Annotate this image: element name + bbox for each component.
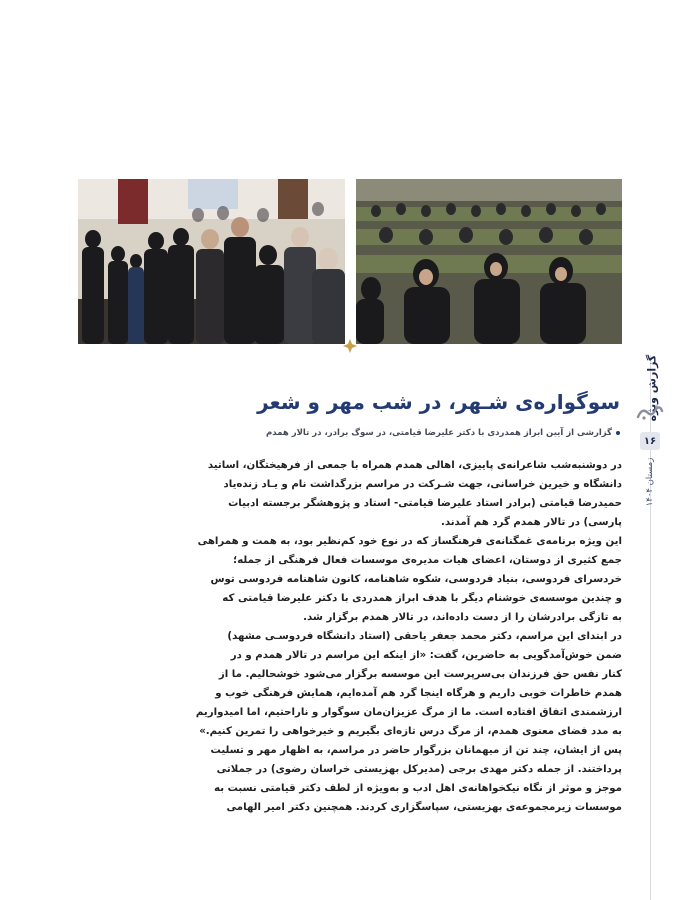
- body-line: در ابتدای این مراسم، دکتر محمد جعفر یاحقی (استاد دانشگاه فردوسـی مشهد): [227, 631, 622, 642]
- body-line: موسسات زیرمجموعه‌ی بهزیستی، سپاسگزاری کردند. همچنین دکتر امیر الهامی: [226, 802, 622, 813]
- article-subtitle-text: گزارشی از آیین ابراز همدردی با دکتر علیرضا قیامتی، در سوگ برادر، در تالار همدم: [266, 428, 612, 438]
- body-line: ضمن خوش‌آمدگویی به حاضرین، گفت: «از اینکه این مراسم در تالار همدم و در: [230, 650, 622, 661]
- body-line: و چندین موسسه‌ی خوشنام دیگر با هدف ابراز همدردی با دکتر علیرضا قیامتی که: [222, 593, 622, 604]
- body-line: همدم خاطرات خوبی داریم و هرگاه اینجا گرد هم آمده‌ایم، همایش فرهنگی خوب و: [215, 688, 622, 699]
- diamond-ornament-icon: [343, 338, 357, 352]
- photo-left: [78, 179, 345, 344]
- audience-seated-photo-icon: [356, 179, 622, 344]
- article-title: سوگواره‌ی شـهر، در شب مهر و شعر: [257, 390, 620, 414]
- bullet-icon: [616, 431, 620, 435]
- body-line: جمع کثیری از دوستان، اعضای هیات مدیره‌ی موسسات فعال فرهنگی از جمله؛: [233, 555, 622, 566]
- body-line: حمیدرضا قیامتی (برادر استاد علیرضا قیامتی- استاد و پژوهشگر برجسته ادبیات: [228, 498, 622, 509]
- body-line: کنار نفس حق فرزندان بی‌سرپرست این موسسه برگزار می‌شود خوشحالیم. ما از: [218, 669, 622, 680]
- body-line: به تازگی برادرشان را از دست داده‌اند، در تالار همدم برگزار شد.: [303, 612, 622, 623]
- section-label-text: گزارش ویژه: [645, 354, 659, 422]
- body-line: به مدد فضای معنوی همدم، از مرگ درس تازه‌ای بگیریم و خیرخواهی را تمرین کنیم.»: [199, 726, 622, 737]
- body-line: پارسی) در تالار همدم گرد هم آمدند.: [440, 517, 622, 528]
- article-body: [195, 456, 622, 817]
- body-line: خردسرای فردوسی، بنیاد فردوسی، شکوه شاهنامه، کانون شاهنامه فردوسی توس: [210, 574, 622, 585]
- body-line: پرداختند. از جمله دکتر مهدی برجی (مدیرکل بهزیستی خراسان رضوی) در جملاتی: [216, 764, 622, 775]
- body-line: ارزشمندی اتفاق افتاده است. ما از مرگ عزیزان‌مان سوگوار و ناراحتیم، اما امیدواریم: [195, 707, 622, 718]
- photo-right: [356, 179, 622, 344]
- group-standing-photo-icon: [78, 179, 345, 344]
- issue-date-text: زمستان ۱۴۰۴: [645, 457, 655, 507]
- body-line: این ویژه برنامه‌ی غمگنانه‌ی فرهنگساز که در نوع خود کم‌نظیر بود، به همت و همراهی: [197, 536, 622, 547]
- page-number: ۱۶: [640, 432, 660, 450]
- body-line: پس از ایشان، چند تن از میهمانان بزرگوار حاضر در مراسم، به اظهار مهر و تسلیت: [210, 745, 622, 756]
- article-subtitle: [266, 426, 620, 440]
- body-line: در دوشنبه‌شب شاعرانه‌ی پاییزی، اهالی همدم همراه با جمعی از فرهیختگان، اساتید: [207, 460, 622, 471]
- body-line: موجز و موثر از نگاه نیکخواهانه‌ی اهل ادب و به‌ویژه از لطف دکتر قیامتی نسبت به: [214, 783, 622, 794]
- magazine-logo-icon: [636, 405, 664, 421]
- issue-date: [634, 452, 666, 512]
- body-line: دانشگاه و خیرین خراسانی، جهت شـرکت در مراسم بزرگداشت نام و یـاد زنده‌یاد: [223, 479, 622, 490]
